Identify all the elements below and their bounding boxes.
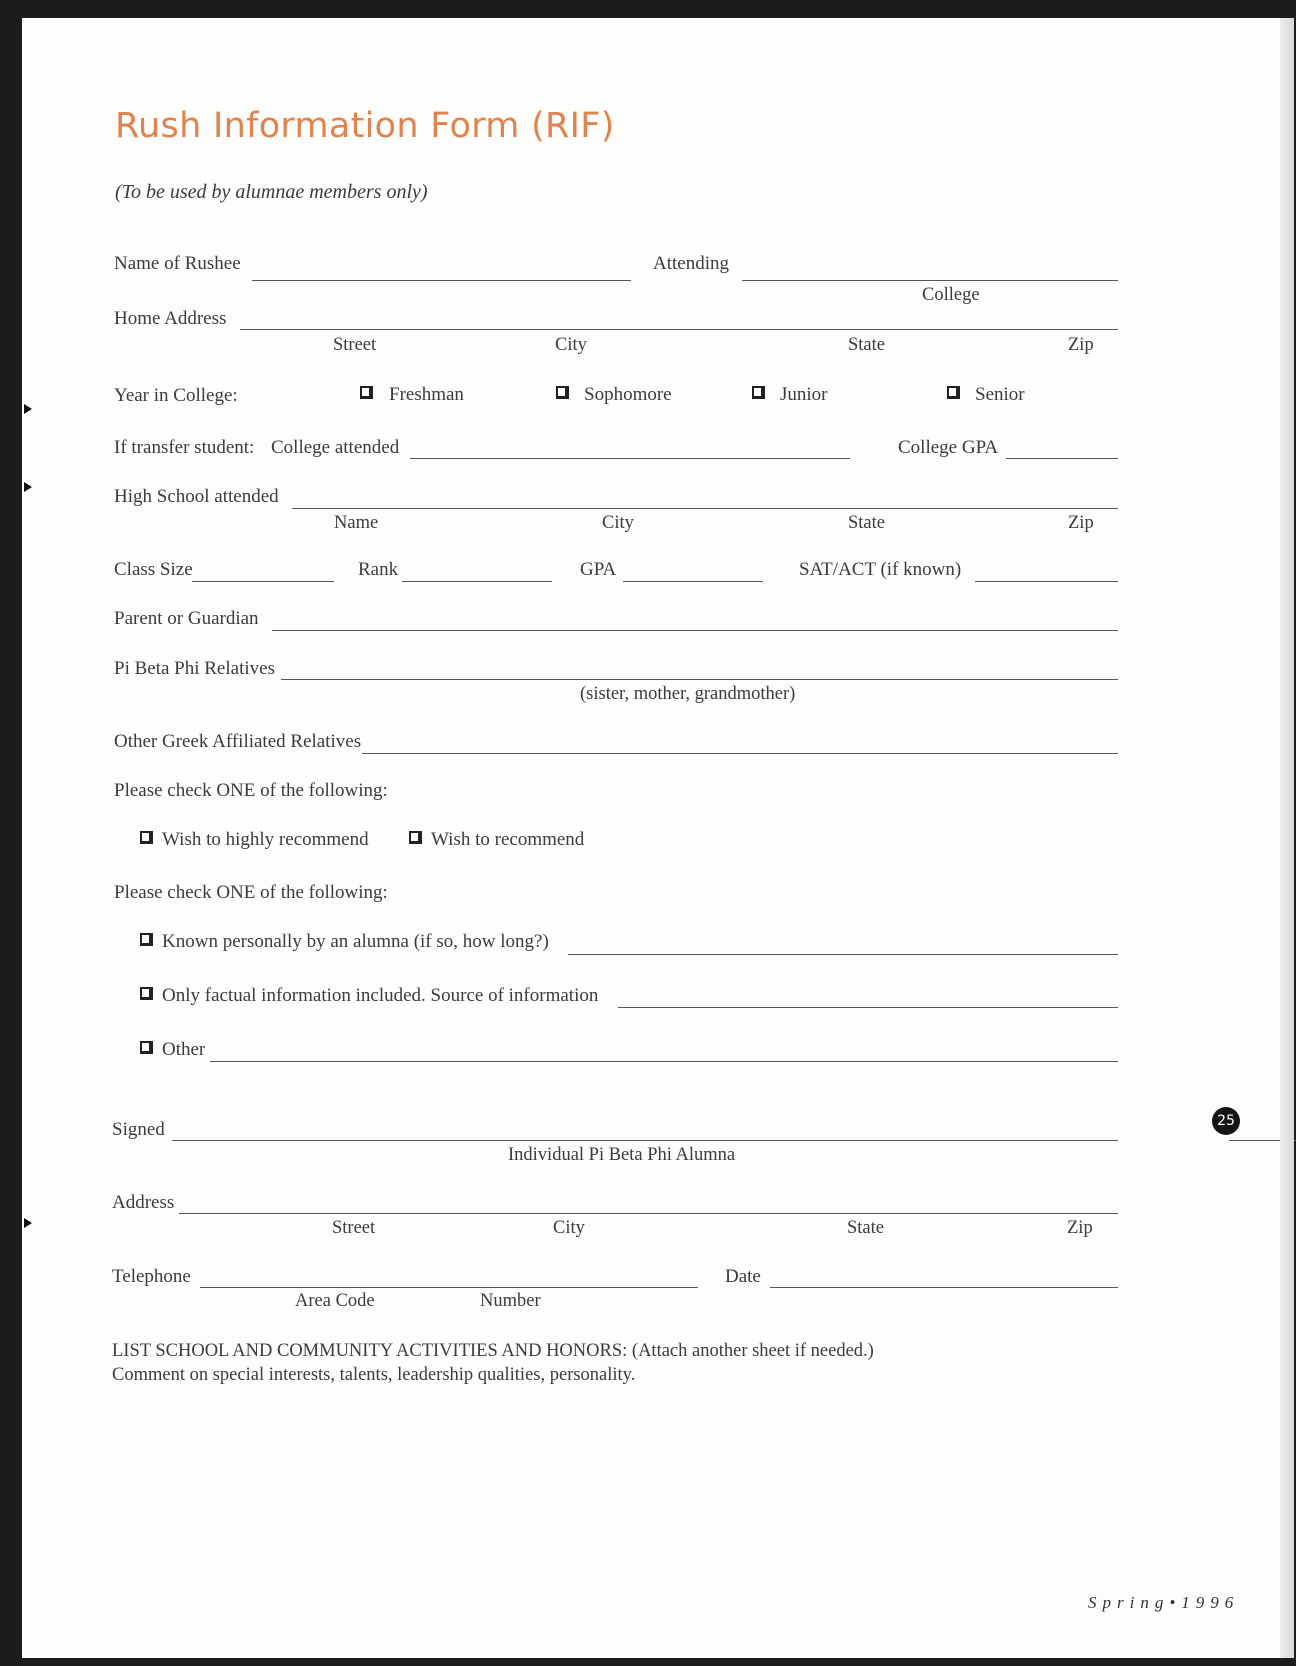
known-personally-checkbox[interactable] (140, 933, 153, 946)
hs-zip-caption: Zip (1068, 513, 1094, 533)
other-field[interactable] (210, 1061, 1118, 1062)
alumna-street-caption: Street (332, 1218, 376, 1238)
page-number-badge: 25 (1212, 1107, 1240, 1135)
highly-recommend-label: Wish to highly recommend (162, 829, 369, 850)
junior-checkbox[interactable] (752, 386, 765, 399)
rushee-name-label: Name of Rushee (114, 253, 241, 274)
college-gpa-label: College GPA (898, 437, 999, 458)
factual-info-field[interactable] (618, 1007, 1118, 1008)
recommend-checkbox[interactable] (409, 831, 422, 844)
form-subtitle: (To be used by alumnae members only) (115, 181, 428, 203)
home-state-caption: State (848, 335, 885, 355)
other-label: Other (162, 1039, 206, 1060)
form-page (22, 18, 1294, 1658)
rushee-name-field[interactable] (252, 280, 631, 281)
greek-relatives-field[interactable] (362, 753, 1118, 754)
high-school-field[interactable] (292, 508, 1118, 509)
area-code-caption: Area Code (295, 1291, 375, 1311)
alumna-city-caption: City (553, 1218, 585, 1238)
alumna-address-label: Address (112, 1192, 175, 1213)
high-school-label: High School attended (114, 486, 279, 507)
year-label: Year in College: (114, 385, 238, 406)
gpa-field[interactable] (623, 581, 763, 582)
recommend-label: Wish to recommend (431, 829, 585, 850)
senior-label: Senior (975, 384, 1025, 405)
college-attended-label: College attended (271, 437, 400, 458)
date-field[interactable] (770, 1287, 1118, 1288)
college-gpa-field[interactable] (1006, 458, 1118, 459)
signed-field[interactable] (172, 1140, 1118, 1141)
hs-name-caption: Name (334, 513, 379, 533)
page-edge-shading (1280, 18, 1294, 1658)
attending-field[interactable] (742, 280, 1118, 281)
activities-comment: Comment on special interests, talents, leadership qualities, personality. (112, 1365, 636, 1385)
class-size-field[interactable] (192, 581, 334, 582)
rank-label: Rank (358, 559, 399, 580)
relatives-caption: (sister, mother, grandmother) (580, 684, 796, 704)
home-address-field[interactable] (240, 329, 1118, 330)
home-city-caption: City (555, 335, 587, 355)
factual-info-checkbox[interactable] (140, 987, 153, 1000)
signed-caption: Individual Pi Beta Phi Alumna (508, 1145, 736, 1165)
binding-mark (24, 404, 32, 414)
number-caption: Number (480, 1291, 541, 1311)
binding-mark (24, 482, 32, 492)
alumna-state-caption: State (847, 1218, 884, 1238)
other-checkbox[interactable] (140, 1041, 153, 1054)
telephone-label: Telephone (112, 1266, 191, 1287)
alumna-address-field[interactable] (179, 1213, 1118, 1214)
relatives-label: Pi Beta Phi Relatives (114, 658, 275, 679)
known-personally-label: Known personally by an alumna (if so, how long?) (162, 931, 549, 952)
source-prompt: Please check ONE of the following: (114, 882, 388, 903)
gpa-label: GPA (580, 559, 617, 580)
hs-state-caption: State (848, 513, 885, 533)
college-attended-field[interactable] (410, 458, 850, 459)
date-label: Date (725, 1266, 761, 1287)
relatives-field[interactable] (281, 679, 1118, 680)
parent-label: Parent or Guardian (114, 608, 259, 629)
freshman-checkbox[interactable] (360, 386, 373, 399)
sat-field[interactable] (975, 581, 1118, 582)
known-personally-field[interactable] (568, 954, 1118, 955)
activities-heading: LIST SCHOOL AND COMMUNITY ACTIVITIES AND HONORS: (Attach another sheet if needed.) (112, 1341, 874, 1361)
freshman-label: Freshman (389, 384, 464, 405)
telephone-field[interactable] (200, 1287, 698, 1288)
greek-relatives-label: Other Greek Affiliated Relatives (114, 731, 362, 752)
sat-label: SAT/ACT (if known) (799, 559, 962, 580)
issue-footer: Spring•1996 (1088, 1593, 1240, 1612)
sophomore-label: Sophomore (584, 384, 672, 405)
home-street-caption: Street (333, 335, 377, 355)
alumna-zip-caption: Zip (1067, 1218, 1093, 1238)
binding-mark (24, 1218, 32, 1228)
senior-checkbox[interactable] (947, 386, 960, 399)
home-address-label: Home Address (114, 308, 227, 329)
college-caption: College (922, 285, 980, 305)
attending-label: Attending (653, 253, 729, 274)
hs-city-caption: City (602, 513, 634, 533)
sophomore-checkbox[interactable] (556, 386, 569, 399)
form-title: Rush Information Form (RIF) (115, 106, 615, 146)
factual-info-label: Only factual information included. Source of information (162, 985, 599, 1006)
rank-field[interactable] (402, 581, 552, 582)
highly-recommend-checkbox[interactable] (140, 831, 153, 844)
transfer-label: If transfer student: (114, 437, 255, 458)
junior-label: Junior (780, 384, 828, 405)
signed-label: Signed (112, 1119, 165, 1140)
class-size-label: Class Size (114, 559, 193, 580)
parent-field[interactable] (272, 630, 1118, 631)
home-zip-caption: Zip (1068, 335, 1094, 355)
recommend-prompt: Please check ONE of the following: (114, 780, 388, 801)
